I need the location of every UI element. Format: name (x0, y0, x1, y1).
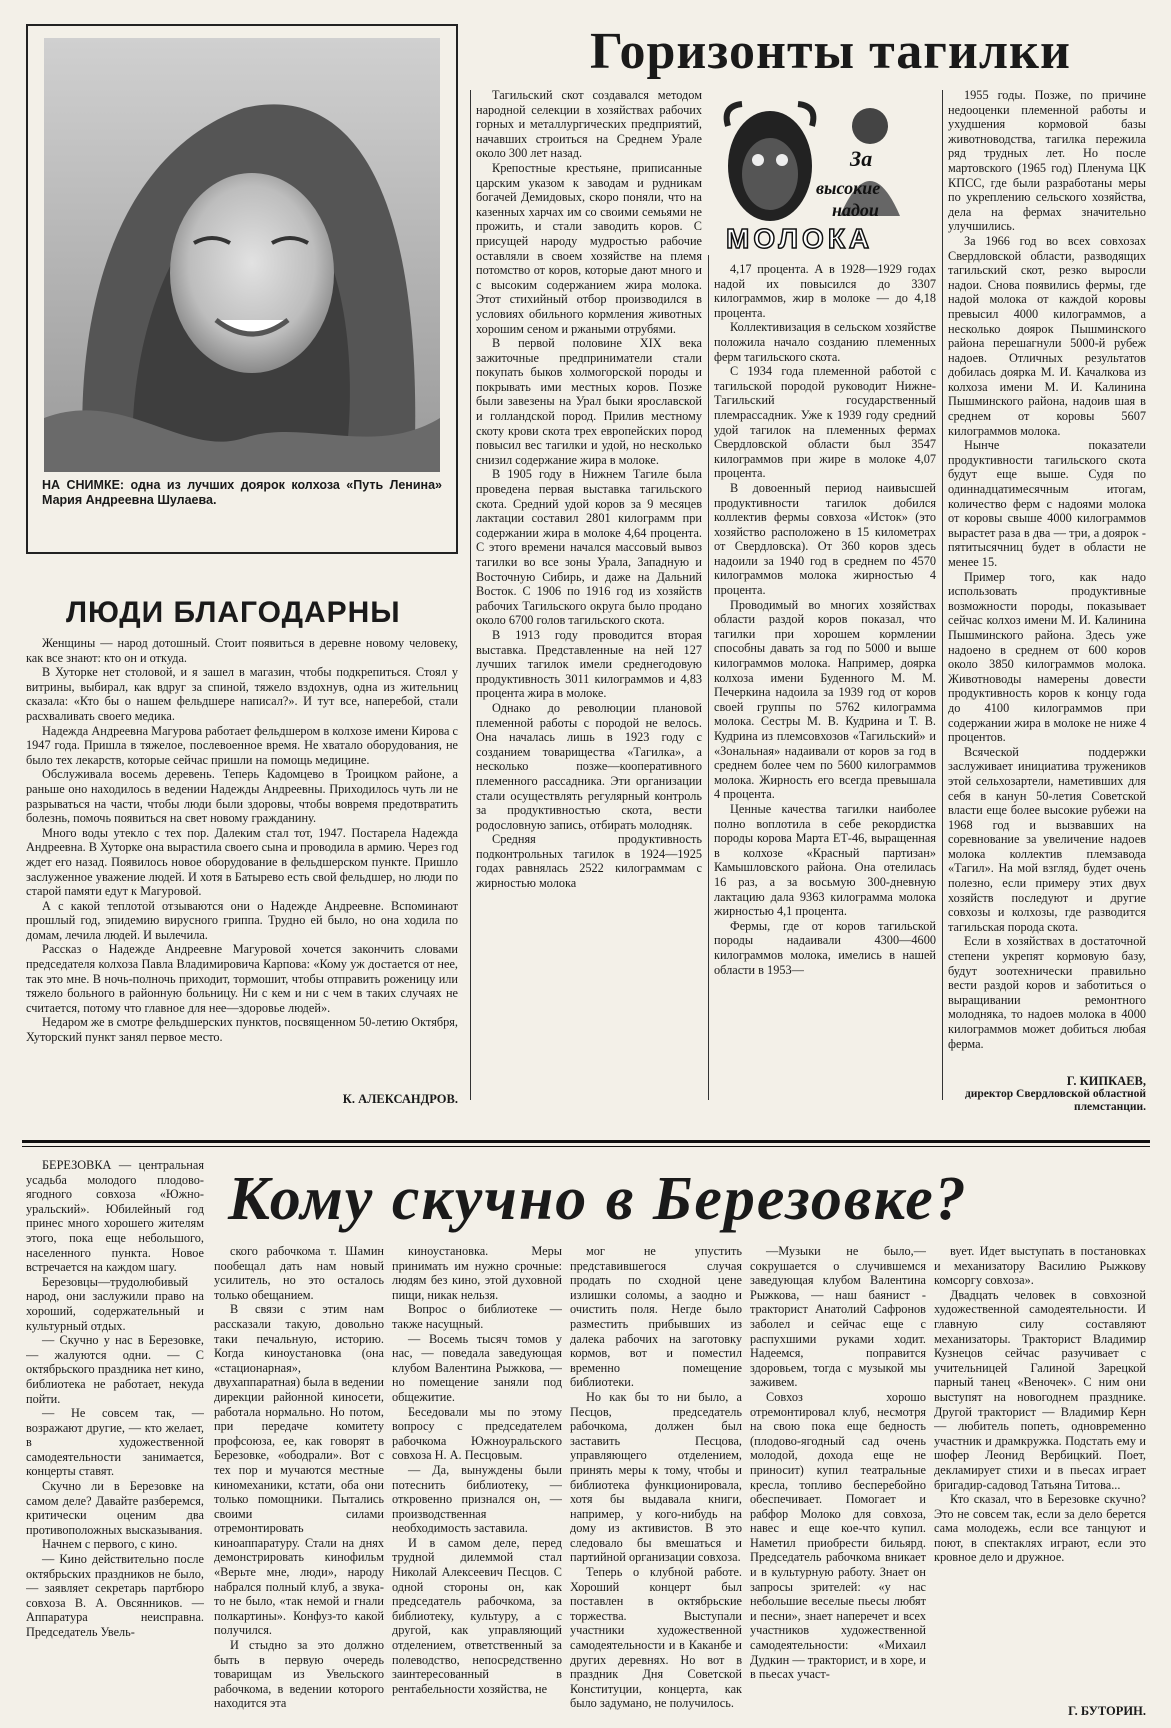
article3-column-3 (392, 1244, 562, 1728)
milk-campaign-logo (720, 96, 920, 256)
paragraph: Коллективизация в сельском хозяйстве положила начало созданию племенных ферм тагильского скота. (714, 320, 936, 364)
paragraph: И стыдно за это должно быть в первую очередь товарищам из Увельского рабочкома, в ведении которого находится эта (214, 1638, 384, 1711)
paragraph: Но как бы то ни было, а Песцов, председатель рабочкома, должен был заставить Песцова, управляющего отделением, принять меры к тому, чтобы и библиотека функционировала, хотя бы выдавала книги, например, у кого-нибудь на дому из активистов. В это следовало бы вмешаться и партийной организации совхоза. (570, 1389, 742, 1565)
paragraph: А с какой теплотой отзываются они о Надежде Андреевне. Вспоминают прошлый год, эпидемию вирусного гриппа. Трудно ей было, но она ходила по домам, лечила людей. И вылечила. (26, 898, 458, 942)
paragraph: Проводимый во многих хозяйствах области раздой коров показал, что тагилки при хорошем кормлении способны давать за год по 5000 и выше килограммов молока. Например, доярка колхоза имени Буденного М. М. Печеркина надоила за 1939 год от коров своей группы по 5762 килограмма молока. Сестры М. В. Кудрина и Т. В. Кудрина из племсовхозов «Тагильский» и «Зональная» надаивали от коров за год в среднем более чем по 5600 килограммов молока. Жирность его всегда превышала 4 процента. (714, 597, 936, 802)
paragraph: В связи с этим нам рассказали такую, довольно таки печальную, историю. Когда киноустановка (она «стационарная», двухаппаратная) была в ведении дирекции районной киносети, работала нормально. Но потом, при передаче комитету профсоюза, ее, как говорят в Березовке, «ободрали». Вот с тех пор и мучаются местные киномеханики, кстати, оба они только помощники. Пытались своими силами отремонтировать киноаппаратуру. Стали на днях демонстрировать кинофильм «Верьте мне, люди», народу набрался полный клуб, а звука-то не было, «так немой и гнали полкартины». Конфуз-то какой получился. (214, 1302, 384, 1638)
paragraph: Пример того, как надо использовать продуктивные возможности породы, показывает сейчас колхоз имени М. И. Калинина Пышминского района. Здесь уже надоено в среднем от 600 коров около 3850 килограммов молока. Животноводы намерены довести продуктивность коров к концу года до 4100 килограммов при содержании жира в молоке не ниже 4 процентов. (948, 569, 1146, 745)
paragraph: Всяческой поддержки заслуживает инициатива тружеников этой сельхозартели, наметивших для себя в канун 50-летия Советской власти еще более высокие рубежи на 1968 год и вызвавших на соревнование за увеличение надоев молока коллектив племзавода «Тагил». На мой взгляд, будет очень полезно, если примеру этих двух хозяйств последуют и другие совхозы и колхозы, где разводится тагильская порода скота. (948, 744, 1146, 934)
photo-frame (26, 24, 458, 554)
column-divider (708, 255, 709, 1100)
paragraph: С 1934 года племенной работой с тагильской породой руководит Нижне-Тагильский государственный племрассадник. Уже к 1939 году средний удой тагилок на племенных фермах Свердловской области был 3547 килограммов при жире в молоке 4,07 процента. (714, 364, 936, 481)
paragraph: 1955 годы. Позже, по причине недооценки племенной работы и ухудшения кормовой базы животноводства, тагилка пережила ряд трудных лет. Но после мартовского (1965 год) Пленума ЦК КПСС, где были разработаны меры по укреплению сельского хозяйства, дела на фермах значительно улучшились. (948, 88, 1146, 234)
paragraph: За 1966 год во всех совхозах Свердловской области, разводящих тагильский скот, резко выросли надои. Снова появились фермы, где надой молока от каждой коровы превысил 4000 килограммов, а несколько доярок Пышминского района перешагнули 5000-й рубеж надоев. Отличных результатов добилась доярка М. И. Качалкова из колхоза имени М. И. Калинина Пышминского района, надоив шая в среднем от коровы 5607 килограммов молока. (948, 233, 1146, 438)
paragraph: Обслуживала восемь деревень. Теперь Кадомцево в Троицком районе, а раньше оно находилось в ведении Надежды Андреевны. Приходилось чуть ли не разрываться на части, чтобы люди были здоровы, чтобы вовремя предотвратить болезнь, помочь появиться на свет новому гражданину. (26, 767, 458, 826)
paragraph: Если в хозяйствах в достаточной степени укрепят кормовую базу, будут зоотехнически правильно вести раздой коров и заботиться о выращивании ремонтного молодняка, то надоев молока в 4000 килограммов может добиться любая ферма. (948, 934, 1146, 1051)
article2-column-2 (714, 262, 936, 1100)
paragraph: 4,17 процента. А в 1928—1929 годах надой их повысился до 3307 килограммов, жир в молоке — до 4,18 процента. (714, 262, 936, 320)
article3-column-1 (26, 1158, 204, 1728)
paragraph: — Скучно у нас в Березовке, — жалуются одни. — С октябрьского праздника нет кино, библиотека не работает, некуда пойти. (26, 1333, 204, 1406)
paragraph: — Кино действительно после октябрьских праздников не было, — заявляет секретарь партбюро совхоза В. А. Овсянников. — Аппаратура неисправна. Председатель Увель- (26, 1552, 204, 1639)
logo-text: МОЛОКА (726, 223, 874, 254)
paragraph: Ценные качества тагилки наиболее полно воплотила в себе рекордистка породы корова Марта ЕТ-46, выращенная в колхозе «Красный партизан» Камышловского района. Она отелилась 16 раз, а за восьмую 300-дневную лактацию дала 9363 килограмма молока жирностью 4,1 процента. (714, 801, 936, 919)
paragraph: Совхоз хорошо отремонтировал клуб, несмотря на свою пока еще бедность (плодово-ягодный сад очень молодой, дохода еще не приносит) купил театральные кресла, топливо бесперебойно обеспечивает. Помогает и рабфор Молоко для совхоза, навес и еще кое-что купил. Наметил приобрести бильярд. Председатель рабочкома вникает и в культурную работу. Знает он запросы зрителей: «у нас небольшие веселые пьесы любят и песни», знает наперечет и всех участников художественной самодеятельности: «Михаил Дудкин — тракторист, и в хоре, и в пьесах участ- (750, 1389, 926, 1682)
article3-column-6 (934, 1244, 1146, 1698)
paragraph: ского рабочкома т. Шамин пообещал дать нам новый усилитель, но это осталось только обещанием. (214, 1244, 384, 1302)
article3-signature: Г. БУТОРИН. (1068, 1704, 1146, 1718)
paragraph: Кто сказал, что в Березовке скучно? Это не совсем так, если за дело берется сама молодежь, если все танцуют и поют, в спектаклях играют, если это кровное дело и дружное. (934, 1492, 1146, 1565)
paragraph: Крепостные крестьяне, приписанные царским указом к заводам и рудникам богачей Демидовых, скоро поняли, что на казенных харчах им со своими семьями не прожить, и стали заводить коров. С присущей народу мудростью рабочие оставляли в своем хозяйстве на племя потомство от коров, которые дают много и с высоким содержанием жира молока. Этот стихийный отбор производился в условиях обильного кормления животных хорошим сеном и ржаными отрубями. (476, 160, 702, 336)
paragraph: Однако до революции плановой племенной работы с породой не велось. Она началась лишь в 1923 году с созданием товарищества «Тагилка», а несколько позже—кооперативного племенного рассадника. Эти организации стали осуществлять регулярный контроль за продуктивностью скота, вести родословную запись, отбирать молодняк. (476, 700, 702, 832)
column-divider (942, 90, 943, 1100)
portrait-photo (44, 38, 440, 472)
paragraph: Теперь о клубной работе. Хороший концерт был поставлен в октябрьские торжества. Выступали участники художественной самодеятельности и в Каканбе и других деревнях. Но вот в праздник Дня Советской Конституции, концерта, как было задумано, не получилось. (570, 1565, 742, 1711)
article2-signature-role: директор Свердловской областной племстанции. (964, 1088, 1146, 1113)
paragraph: Березовцы—трудолюбивый народ, они заслужили право на хороший, содержательный и культурный отдых. (26, 1274, 204, 1333)
paragraph: В 1905 году в Нижнем Тагиле была проведена первая выставка тагильского скота. Средний удой коров за 9 месяцев лактации составил 2801 килограмм при содержании жира в молоке 4,64 процента. С этого времени начался массовый вывоз тагилки во все зоны Урала, Западную и Восточную Сибирь, и даже на Дальний Восток. С 1906 по 1916 год из хозяйств рабочих Тагильского округа было продано около 6700 голов тагильского скота. (476, 467, 702, 628)
paragraph: Средняя продуктивность подконтрольных тагилок в 1924—1925 годах равнялась 2522 килограммам с жирностью молока (476, 832, 702, 891)
paragraph: Женщины — народ дотошный. Стоит появиться в деревне новому человеку, как все знают: кто он и откуда. (26, 636, 458, 665)
logo-text: За (850, 146, 873, 171)
photo-caption: НА СНИМКЕ: одна из лучших доярок колхоза «Путь Ленина» Мария Андреевна Шулаева. (42, 478, 442, 507)
paragraph: Рассказ о Надежде Андреевне Магуровой хочется закончить словами председателя колхоза Павла Владимировича Карпова: «Кому уж достается от нее, так это мне. В ночь-полночь приходит, тормошит, чтобы отправить роженицу или тяжело больного в районную больницу. Ни с кем и ни с чем в таких случаях не считается, потому что главное для нее—здоровье людей». (26, 942, 458, 1015)
paragraph: —Музыки не было,—сокрушается о случившемся заведующая клубом Валентина Рыжкова, — наш баянист - тракторист Анатолий Сафронов заболел и сейчас еще с распухшими руками ходит. Надеемся, поправится здоровьем, тогда с музыкой мы заживем. (750, 1244, 926, 1390)
article1-body (26, 636, 458, 1072)
paragraph: В первой половине XIX века зажиточные предприниматели стали покупать быков холмогорской породы и покрывать ими местных коров. Позже были завезены на Урал быки ярославской и голландской пород. Прилив местному скоту крови скота трех европейских пород повысил вес тагилки и удой, но несколько снизил содержание жира в молоке. (476, 336, 702, 467)
paragraph: Нынче показатели продуктивности тагильского скота будут еще выше. Судя по одиннадцатимесячным итогам, количество ферм с надоями молока от коровы свыше 4000 килограммов вырастет раза в два — три, а доярок - пятитысячниц будет в области не менее 15. (948, 438, 1146, 569)
section-divider (22, 1140, 1150, 1143)
paragraph: киноустановка. Меры принимать им нужно срочные: людям без кино, этой духовной пищи, никак нельзя. (392, 1244, 562, 1302)
article2-column-1 (476, 88, 702, 1100)
article3-column-2 (214, 1244, 384, 1728)
paragraph: В 1913 году проводится вторая выставка. Представленные на ней 127 лучших тагилок имели среднегодовую продуктивность 3011 килограммов и 4,83 процента жира в молоке. (476, 627, 702, 701)
logo-text: высокие (816, 178, 881, 198)
article2-signature: Г. КИПКАЕВ, (1066, 1074, 1146, 1088)
section-divider (22, 1146, 1150, 1147)
paragraph: Начнем с первого, с кино. (42, 1537, 178, 1552)
paragraph: Беседовали мы по этому вопросу с председателем рабочкома Южноуральского совхоза Н. А. Песцовым. (392, 1404, 562, 1463)
article3-title: Кому скучно в Березовке? (228, 1165, 968, 1233)
paragraph: вует. Идет выступать в постановках и механизатору Василию Рыжкову комсоргу совхоза». (934, 1244, 1146, 1288)
article3-column-4 (570, 1244, 742, 1728)
paragraph: — Да, вынуждены были потеснить библиотеку, — откровенно признался он, — производственная необходимость заставила. (392, 1462, 562, 1536)
paragraph: Двадцать человек в совхозной художественной самодеятельности. И главную силу составляют механизаторы. Тракторист Владимир Кузнецов сейчас разучивает с учительницей Галиной Зарецкой парный танец «Веночек». С ним они выступят на новогоднем празднике. Другой тракторист — Владимир Керн — любитель попеть, одновременно участник и драмкружка. Подстать ему и шофер Леонид Вербицкий. Поет, декламирует стихи и в пьесах играет бригадир-садовод Татьяна Титова... (934, 1287, 1146, 1492)
paragraph: — Не совсем так, — возражают другие, — кто желает, в художественной самодеятельности занимается, концерты ставят. (26, 1406, 204, 1479)
logo-text: надои (832, 200, 879, 220)
paragraph: Скучно ли в Березовке на самом деле? Давайте разберемся, критически оценим два противоположных высказывания. (26, 1479, 204, 1537)
column-divider (470, 90, 471, 1100)
article2-column-3 (948, 88, 1146, 1074)
paragraph: Вопрос о библиотеке — также насущный. (392, 1302, 562, 1331)
paragraph: Фермы, где от коров тагильской породы надаивали 4300—4600 килограммов молока, имелись в нашей области в 1953— (714, 918, 936, 977)
article1-title: ЛЮДИ БЛАГОДАРНЫ (66, 596, 401, 629)
paragraph: — Восемь тысяч томов у нас, — поведала заведующая клубом Валентина Рыжкова, — но помещение заняли под общежитие. (392, 1331, 562, 1404)
article2-title: Горизонты тагилки (590, 23, 1071, 80)
paragraph: БЕРЕЗОВКА — центральная усадьба молодого плодово-ягодного совхоза «Южно-уральский». Юбилейный год принес много хорошего жителям этого, пока еще небольшого, населенного пункта. Новое встречается на каждом шагу. (26, 1158, 204, 1275)
paragraph: Недаром же в смотре фельдшерских пунктов, посвященном 50-летию Октября, Хуторский пункт занял первое место. (26, 1015, 458, 1045)
paragraph: Надежда Андреевна Магурова работает фельдшером в колхозе имени Кирова с 1947 года. Пришла в тяжелое, послевоенное время. Не хватало оборудования, не было тех лекарств, которые сейчас пришли на помощь медицине. (26, 723, 458, 767)
paragraph: Много воды утекло с тех пор. Далеким стал тот, 1947. Постарела Надежда Андреевна. В Хуторке она вырастила своего сына и проводила в армию. Через год ждет его назад. Появилось новое оборудование в фельдшерском пункте. Пришло заслуженное уважение людей. И хотя в Батырево есть свой фельдшер, но люди по старой памяти едут к Магуровой. (26, 825, 458, 899)
paragraph: Тагильский скот создавался методом народной селекции в хозяйствах рабочих горных и металлургических предприятий, начавших строиться на Среднем Урале около 300 лет назад. (476, 88, 702, 161)
paragraph: И в самом деле, перед трудной дилеммой стал Николай Алексеевич Песцов. С одной стороны он, как председатель рабочкома, за библиотеку, культуру, а с другой, как управляющий отделением, ответственный за полеводство, непосредственно заинтересованный в рентабельности хозяйства, не (392, 1535, 562, 1696)
article1-signature: К. АЛЕКСАНДРОВ. (342, 1092, 458, 1106)
paragraph: В довоенный период наивысшей продуктивности тагилок добился коллектив фермы совхоза «Исток» (это хозяйство расположено в 15 километрах от Свердловска). От 360 коров здесь надоили за 1940 год в среднем по 4570 килограммов молока жирностью 4 процента. (714, 480, 936, 598)
article3-column-5 (750, 1244, 926, 1728)
paragraph: В Хуторке нет столовой, и я зашел в магазин, чтобы подкрепиться. Стоял у витрины, выбирал, как вдруг за спиной, тяжело вздохнув, одна из жительниц сказала: «Кто бы о нашем фельдшере написал?». И тут все, наперебой, стали расхваливать своего медика. (26, 665, 458, 723)
paragraph: мог не упустить представившегося случая продать по сходной цене излишки соломы, а заодно и очистить поля. Негде было разместить прибывших из далека рабочих на заготовку кормов, вот и поместил временно помещение библиотеки. (570, 1244, 742, 1390)
